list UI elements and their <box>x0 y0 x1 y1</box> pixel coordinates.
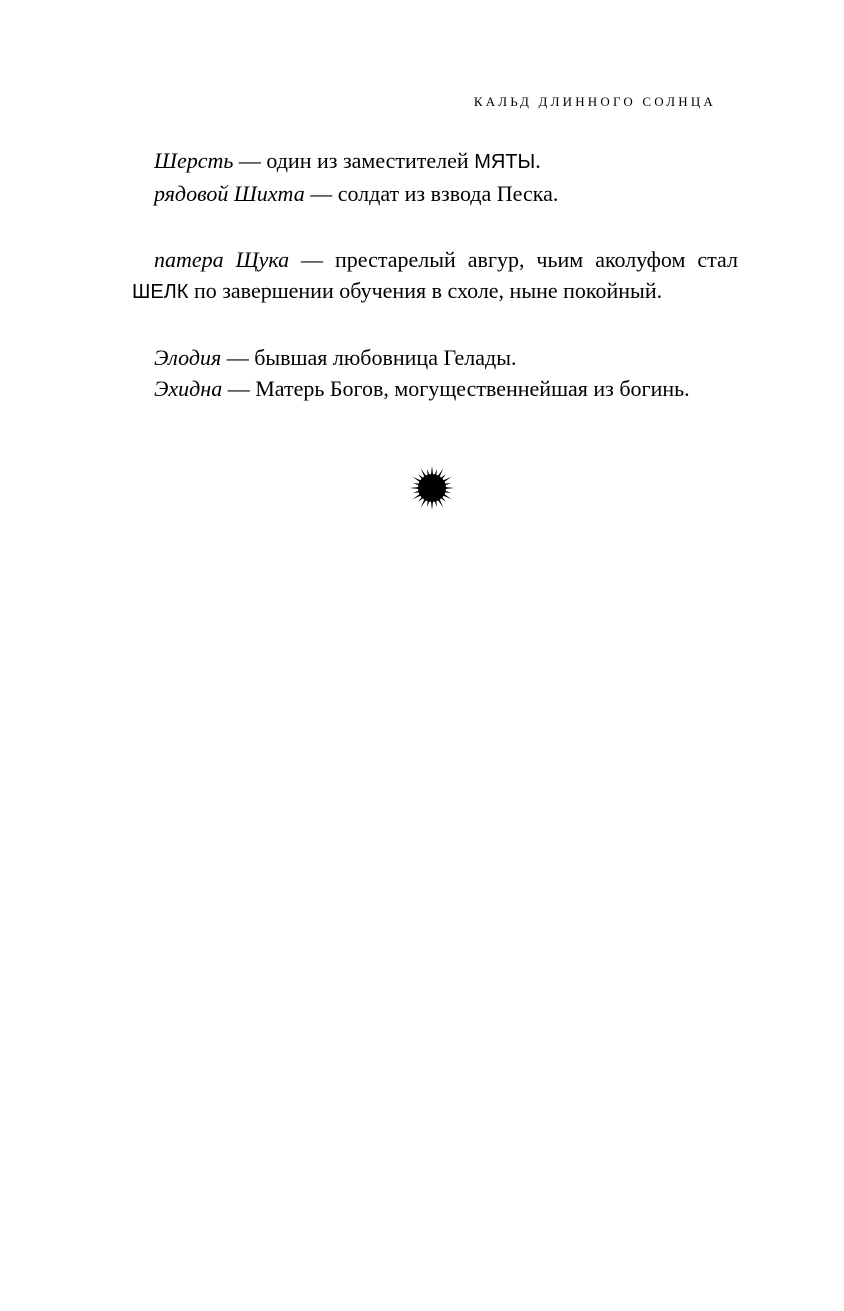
glossary-entry <box>132 373 738 404</box>
glossary-entry <box>132 342 738 373</box>
entry-caps: МЯТЫ <box>474 151 536 173</box>
glossary-entry <box>132 244 738 308</box>
sun-ornament-icon <box>409 465 455 511</box>
entry-text: — престарелый авгур, чьим аколуфом стал <box>289 247 738 272</box>
entry-name: патера Щука <box>154 247 290 272</box>
entry-name: Шерсть <box>154 148 234 173</box>
glossary-entry <box>132 178 738 209</box>
entry-name: Эхидна <box>154 376 223 401</box>
entry-text: . <box>535 148 541 173</box>
glossary-group-1 <box>132 145 738 209</box>
entry-text: — солдат из взвода Песка. <box>304 181 559 206</box>
entry-text: — Матерь Богов, могущественнейшая из богинь. <box>222 376 690 401</box>
entry-name: Элодия <box>154 345 222 370</box>
glossary-entry <box>132 145 738 178</box>
running-header: КАЛЬД ДЛИННОГО СОЛНЦА <box>473 94 716 109</box>
entry-caps: ШЕЛК <box>132 281 189 303</box>
glossary-group-3 <box>132 342 738 404</box>
entry-text: — бывшая любовница Гелады. <box>221 345 517 370</box>
entry-text: — один из заместителей <box>233 148 475 173</box>
entry-name: рядовой Шихта <box>154 181 305 206</box>
entry-text: по завершении обучения в схоле, ныне покойный. <box>188 278 663 303</box>
glossary-group-2 <box>132 244 738 308</box>
